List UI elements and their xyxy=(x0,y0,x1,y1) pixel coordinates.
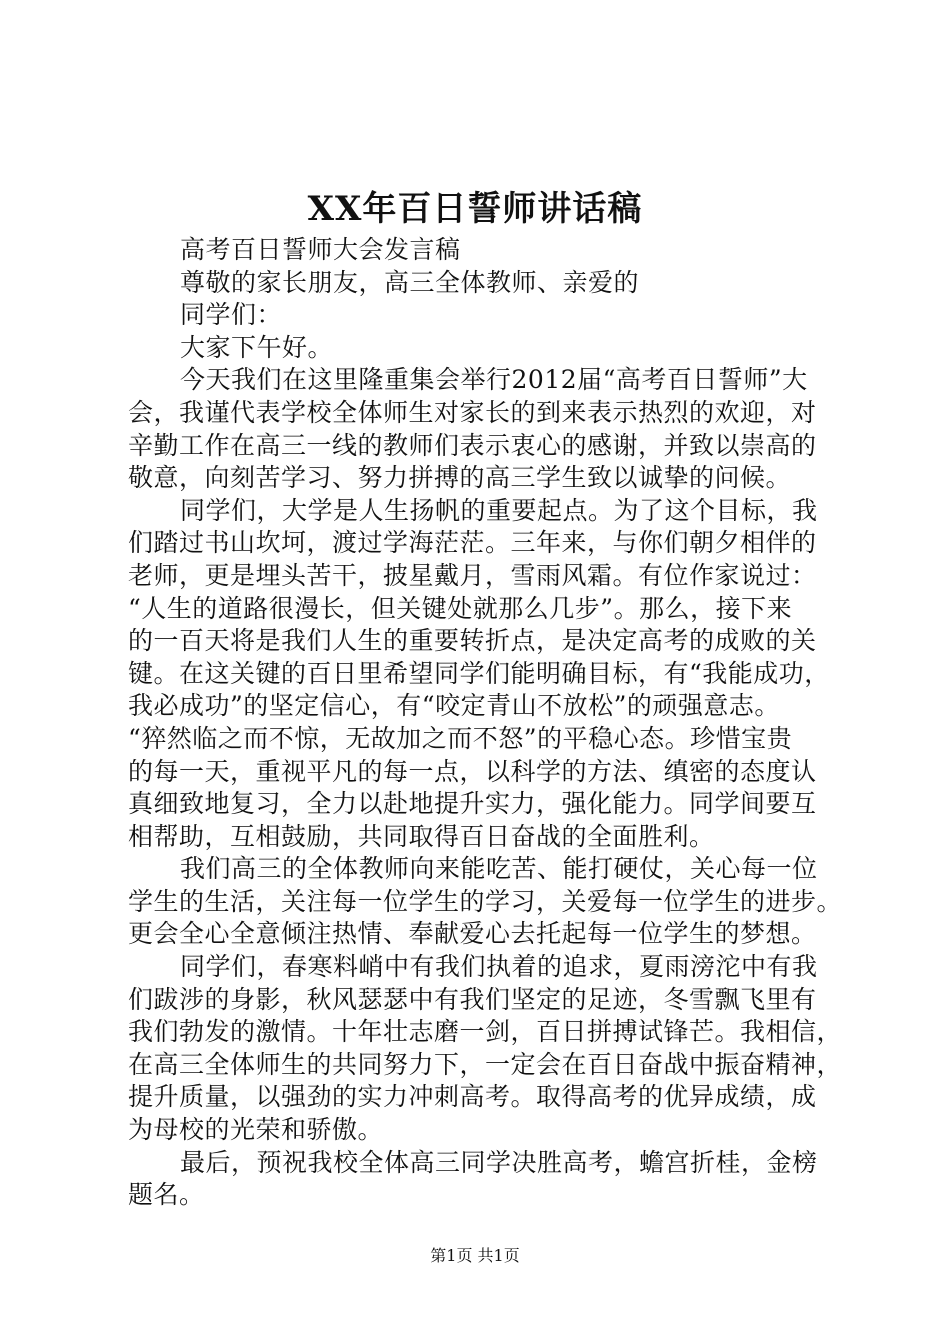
paragraph-line: 更会全心全意倾注热情、奉献爱心去托起每一位学生的梦想。 xyxy=(128,919,817,949)
paragraph-line: 们踏过书山坎坷，渡过学海茫茫。三年来，与你们朝夕相伴的 xyxy=(128,528,817,558)
paragraph-line: 最后，预祝我校全体高三同学决胜高考，蟾宫折桂，金榜 xyxy=(180,1147,818,1177)
paragraph-line: 相帮助，互相鼓励，共同取得百日奋战的全面胜利。 xyxy=(128,821,715,851)
paragraph-line: 我们高三的全体教师向来能吃苦、能打硬仗，关心每一位 xyxy=(180,854,818,884)
paragraph-line: 真细致地复习，全力以赴地提升实力，强化能力。同学间要互 xyxy=(128,789,817,819)
paragraph-line: 提升质量，以强劲的实力冲刺高考。取得高考的优异成绩，成 xyxy=(128,1082,817,1112)
paragraph-line: 尊敬的家长朋友，高三全体教师、亲爱的 xyxy=(180,267,640,297)
paragraph-line: 们跋涉的身影，秋风瑟瑟中有我们坚定的足迹，冬雪飘飞里有 xyxy=(128,984,817,1014)
paragraph-line: 同学们，春寒料峭中有我们执着的追求，夏雨滂沱中有我 xyxy=(180,952,818,982)
paragraph-line: 题名。 xyxy=(128,1180,205,1210)
paragraph-line: 敬意，向刻苦学习、努力拼搏的高三学生致以诚挚的问候。 xyxy=(128,463,792,493)
paragraph-line: 在高三全体师生的共同努力下，一定会在百日奋战中振奋精神， xyxy=(128,1049,843,1079)
paragraph-line: 的每一天，重视平凡的每一点，以科学的方法、缜密的态度认 xyxy=(128,756,817,786)
paragraph-line: 学生的生活，关注每一位学生的学习，关爱每一位学生的进步。 xyxy=(128,886,843,916)
page-footer: 第1页 共1页 xyxy=(430,1246,520,1265)
paragraph-line: 我必成功”的坚定信心，有“咬定青山不放松”的顽强意志。 xyxy=(128,691,780,721)
paragraph-line: 为母校的光荣和骄傲。 xyxy=(128,1115,384,1145)
paragraph-line: 同学们，大学是人生扬帆的重要起点。为了这个目标，我 xyxy=(180,495,818,525)
paragraph-line: 大家下午好。 xyxy=(180,332,334,362)
paragraph-line: 同学们： xyxy=(180,300,283,330)
paragraph-line: “人生的道路很漫长，但关键处就那么几步”。那么，接下来 xyxy=(128,593,793,623)
paragraph-line: 今天我们在这里隆重集会举行2012届“高考百日誓师”大 xyxy=(180,365,808,395)
document-body xyxy=(128,234,843,1212)
paragraph-line: 老师，更是埋头苦干，披星戴月，雪雨风霜。有位作家说过： xyxy=(128,560,817,590)
paragraph-line: 我们勃发的激情。十年壮志磨一剑，百日拼搏试锋芒。我相信， xyxy=(128,1017,843,1047)
paragraph-line: “猝然临之而不惊，无故加之而不怒”的平稳心态。珍惜宝贵 xyxy=(128,723,793,753)
paragraph-line: 辛勤工作在高三一线的教师们表示衷心的感谢，并致以崇高的 xyxy=(128,430,817,460)
paragraph-line: 的一百天将是我们人生的重要转折点，是决定高考的成败的关 xyxy=(128,626,817,656)
paragraph-line: 会，我谨代表学校全体师生对家长的到来表示热烈的欢迎，对 xyxy=(128,397,817,427)
paragraph-line: 高考百日誓师大会发言稿 xyxy=(180,235,461,264)
document-title: XX年百日誓师讲话稿 xyxy=(307,189,643,229)
paragraph-line: 键。在这关键的百日里希望同学们能明确目标，有“我能成功， xyxy=(128,658,830,688)
